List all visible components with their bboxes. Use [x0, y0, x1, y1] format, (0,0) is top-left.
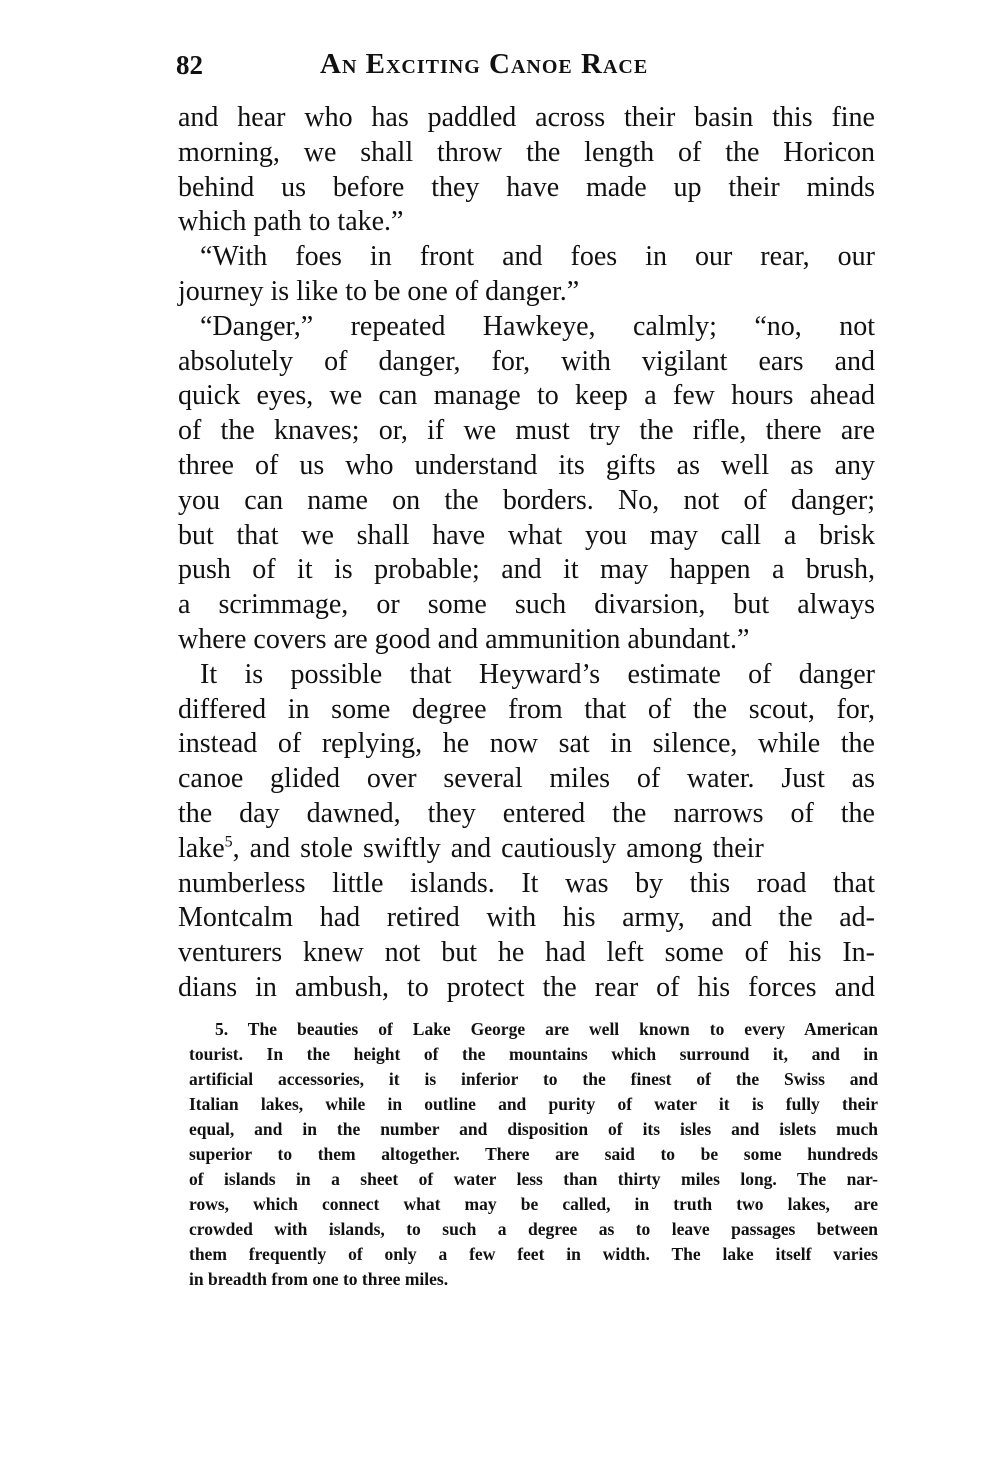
text-line: which path to take.” — [178, 206, 404, 238]
text-line: venturers knew not but he had left some of his In- — [178, 937, 875, 969]
footnote-line: tourist. In the height of the mountains which surround it, and in — [189, 1044, 878, 1064]
text-fragment: lake — [178, 832, 225, 864]
text-line: a scrimmage, or some such divarsion, but always — [178, 589, 875, 621]
footnote-line: of islands in a sheet of water less than thirty miles long. The nar- — [189, 1169, 878, 1189]
footnote-line: Italian lakes, while in outline and purity of water it is fully their — [189, 1094, 878, 1114]
footnote-line: superior to them altogether. There are said to be some hundreds — [189, 1144, 878, 1164]
text-line: quick eyes, we can manage to keep a few hours ahead — [178, 380, 875, 412]
text-line: “With foes in front and foes in our rear, our — [200, 241, 875, 273]
text-line: push of it is probable; and it may happen a brush, — [178, 554, 875, 586]
text-line: absolutely of danger, for, with vigilant ears and — [178, 345, 875, 377]
text-line: behind us before they have made up their minds — [178, 171, 875, 203]
text-line: It is possible that Heyward’s estimate of danger — [200, 658, 875, 690]
text-line: you can name on the borders. No, not of danger; — [178, 484, 875, 516]
text-line: Montcalm had retired with his army, and the ad- — [178, 902, 875, 934]
footnote-line: crowded with islands, to such a degree as to leave passages between — [189, 1219, 878, 1239]
text-line: morning, we shall throw the length of the Horicon — [178, 136, 875, 168]
text-line: and hear who has paddled across their basin this fine — [178, 102, 875, 133]
footnote-reference[interactable]: 5 — [224, 833, 233, 851]
text-line: journey is like to be one of danger.” — [178, 275, 580, 307]
text-line: differed in some degree from that of the scout, for, — [178, 693, 875, 725]
text-fragment: , and stole swiftly and cautiously among their — [232, 832, 764, 864]
text-line: the day dawned, they entered the narrows of the — [178, 797, 875, 829]
footnote-line: in breadth from one to three miles. — [189, 1269, 449, 1289]
footnote-line: equal, and in the number and disposition of its isles and islets much — [189, 1119, 878, 1139]
body-text — [178, 101, 875, 1006]
page-number: 82 — [176, 50, 203, 80]
footnote-line: artificial accessories, it is inferior to the finest of the Swiss and — [189, 1069, 878, 1089]
footnote-line: them frequently of only a few feet in width. The lake itself varies — [189, 1244, 878, 1264]
footnote-line: rows, which connect what may be called, in truth two lakes, are — [189, 1194, 878, 1214]
text-line: numberless little islands. It was by this road that — [178, 867, 875, 899]
running-title: An Exciting Canoe Race — [320, 48, 649, 80]
text-line: three of us who understand its gifts as well as any — [178, 449, 875, 481]
footnote-line: 5. The beauties of Lake George are well known to every American — [215, 1019, 878, 1039]
text-line: where covers are good and ammunition abundant.” — [178, 623, 750, 655]
text-line: but that we shall have what you may call a brisk — [178, 519, 875, 551]
footnote — [189, 1017, 878, 1292]
text-line: canoe glided over several miles of water. Just as — [178, 763, 875, 795]
text-line: instead of replying, he now sat in silence, while the — [178, 728, 875, 760]
text-line: “Danger,” repeated Hawkeye, calmly; “no, not — [200, 310, 875, 342]
text-line: dians in ambush, to protect the rear of his forces and — [178, 971, 875, 1003]
text-line: of the knaves; or, if we must try the rifle, there are — [178, 415, 875, 447]
text-line — [178, 832, 875, 867]
